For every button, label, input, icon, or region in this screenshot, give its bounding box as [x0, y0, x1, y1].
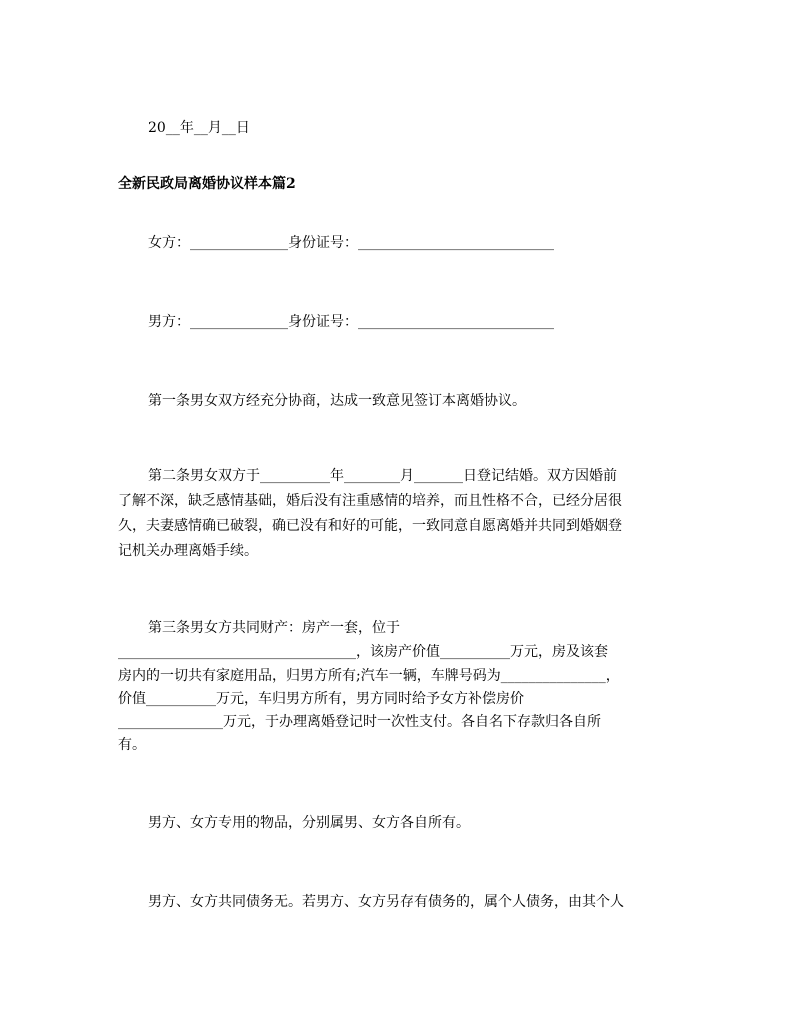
personal-items-clause: 男方、女方专用的物品，分别属男、女方各自所有。: [148, 815, 470, 831]
female-party-line: 女方：______________身份证号：____________________________: [148, 235, 554, 251]
article-2-line: 了解不深，缺乏感情基础，婚后没有注重感情的培养，而且性格不合，已经分居很: [118, 493, 622, 509]
article-3-line: 有。: [118, 737, 146, 753]
male-party-line: 男方：______________身份证号：____________________________: [148, 314, 554, 330]
article-3-line: __________________________________，该房产价值__________万元，房及该套: [118, 644, 608, 660]
article-3-line: 价值__________万元，车归男方所有，男方同时给予女方补偿房价: [118, 691, 524, 707]
article-3-line: 房内的一切共有家庭用品，归男方所有;汽车一辆，车牌号码为_______________，: [118, 668, 620, 684]
article-3-line: 第三条男女方共同财产：房产一套，位于: [148, 620, 400, 636]
article-1: 第一条男女双方经充分协商，达成一致意见签订本离婚协议。: [148, 393, 526, 409]
article-2-line: 记机关办理离婚手续。: [118, 543, 258, 559]
section-heading: 全新民政局离婚协议样本篇2: [118, 176, 296, 192]
article-3-line: _______________万元，于办理离婚登记时一次性支付。各自名下存款归各自所: [118, 714, 601, 730]
debts-clause: 男方、女方共同债务无。若男方、女方另存有债务的，属个人债务，由其个人: [148, 894, 624, 910]
date-line: 20__年__月__日: [148, 120, 250, 136]
article-2-line: 久，夫妻感情确已破裂，确已没有和好的可能，一致同意自愿离婚并共同到婚姻登: [118, 518, 622, 534]
article-2-line: 第二条男女双方于__________年________月_______日登记结婚。双方因婚前: [148, 468, 617, 484]
